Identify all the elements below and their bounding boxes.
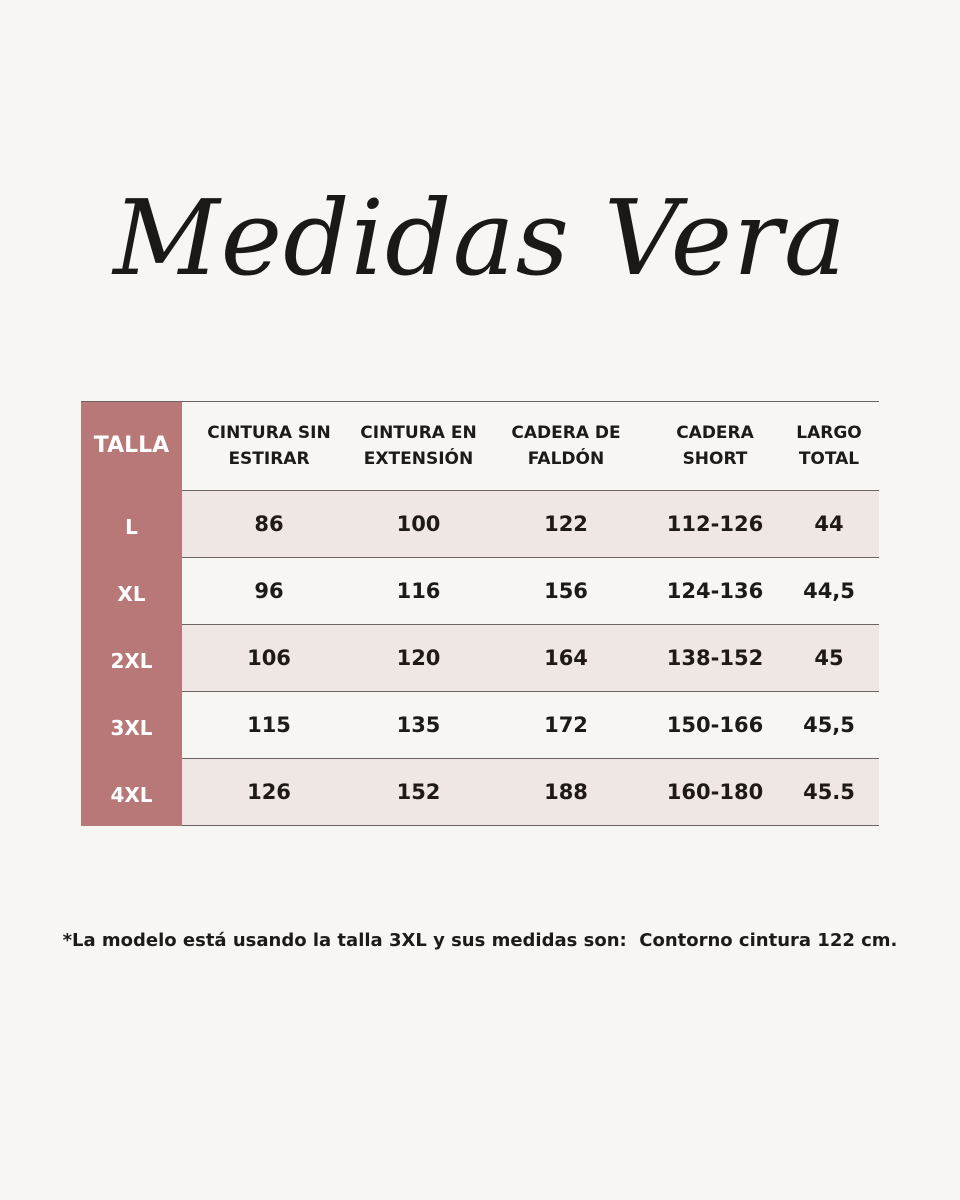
table-row [81,558,879,625]
table-cell: 152 [356,759,481,826]
table-cell: 115 [182,692,356,759]
table-cell: 45,5 [779,692,879,759]
table-cell: 96 [182,558,356,625]
size-label: L [125,515,138,539]
header-label-line: CADERA [676,423,754,443]
table-cell: 120 [356,625,481,692]
table-cell: 156 [481,558,651,625]
table-cell: 106 [182,625,356,692]
header-label-line: FALDÓN [527,449,605,469]
column-header-largo-total [779,402,879,491]
table-cell: 100 [356,491,481,558]
table-cell: 138-152 [651,625,779,692]
header-label-line: LARGO [796,423,862,443]
table-cell: 172 [481,692,651,759]
table-cell: 116 [356,558,481,625]
column-header-talla [81,402,182,491]
table-cell: 124-136 [651,558,779,625]
size-label-cell [81,491,182,558]
header-label-line: TALLA [93,433,170,458]
table-cell: 160-180 [651,759,779,826]
size-label: 3XL [110,716,153,740]
size-label-cell [81,759,182,826]
column-header-cintura-en-extension [356,402,481,491]
header-label-line: TOTAL [798,449,860,469]
size-label: XL [117,582,146,606]
table-cell: 44 [779,491,879,558]
size-label-cell [81,692,182,759]
table-cell: 112-126 [651,491,779,558]
table-row [81,759,879,826]
header-label-line: EXTENSIÓN [363,449,474,469]
table-cell: 45.5 [779,759,879,826]
header-label-line: CINTURA EN [360,423,477,443]
table-cell: 45 [779,625,879,692]
table-header-row [81,402,879,491]
header-label-line: CINTURA SIN [207,423,331,443]
size-label: 4XL [110,783,153,807]
table-cell: 122 [481,491,651,558]
table-row [81,692,879,759]
table-cell: 44,5 [779,558,879,625]
header-label-line: ESTIRAR [228,449,310,469]
header-label-line: CADERA DE [511,423,621,443]
table-row [81,625,879,692]
page-title: Medidas Vera [113,177,847,299]
footnote: *La modelo está usando la talla 3XL y sus medidas son: Contorno cintura 122 cm. [62,930,898,951]
column-header-cintura-sin-estirar [182,402,356,491]
column-header-cadera-short [651,402,779,491]
table-cell: 150-166 [651,692,779,759]
size-label-cell [81,558,182,625]
table-cell: 86 [182,491,356,558]
table-cell: 126 [182,759,356,826]
header-label-line: SHORT [682,449,748,469]
table-row [81,491,879,558]
column-header-cadera-de-faldon [481,402,651,491]
table-cell: 135 [356,692,481,759]
size-chart-table [81,401,879,826]
table-cell: 188 [481,759,651,826]
table-cell: 164 [481,625,651,692]
size-label-cell [81,625,182,692]
size-label: 2XL [110,649,153,673]
